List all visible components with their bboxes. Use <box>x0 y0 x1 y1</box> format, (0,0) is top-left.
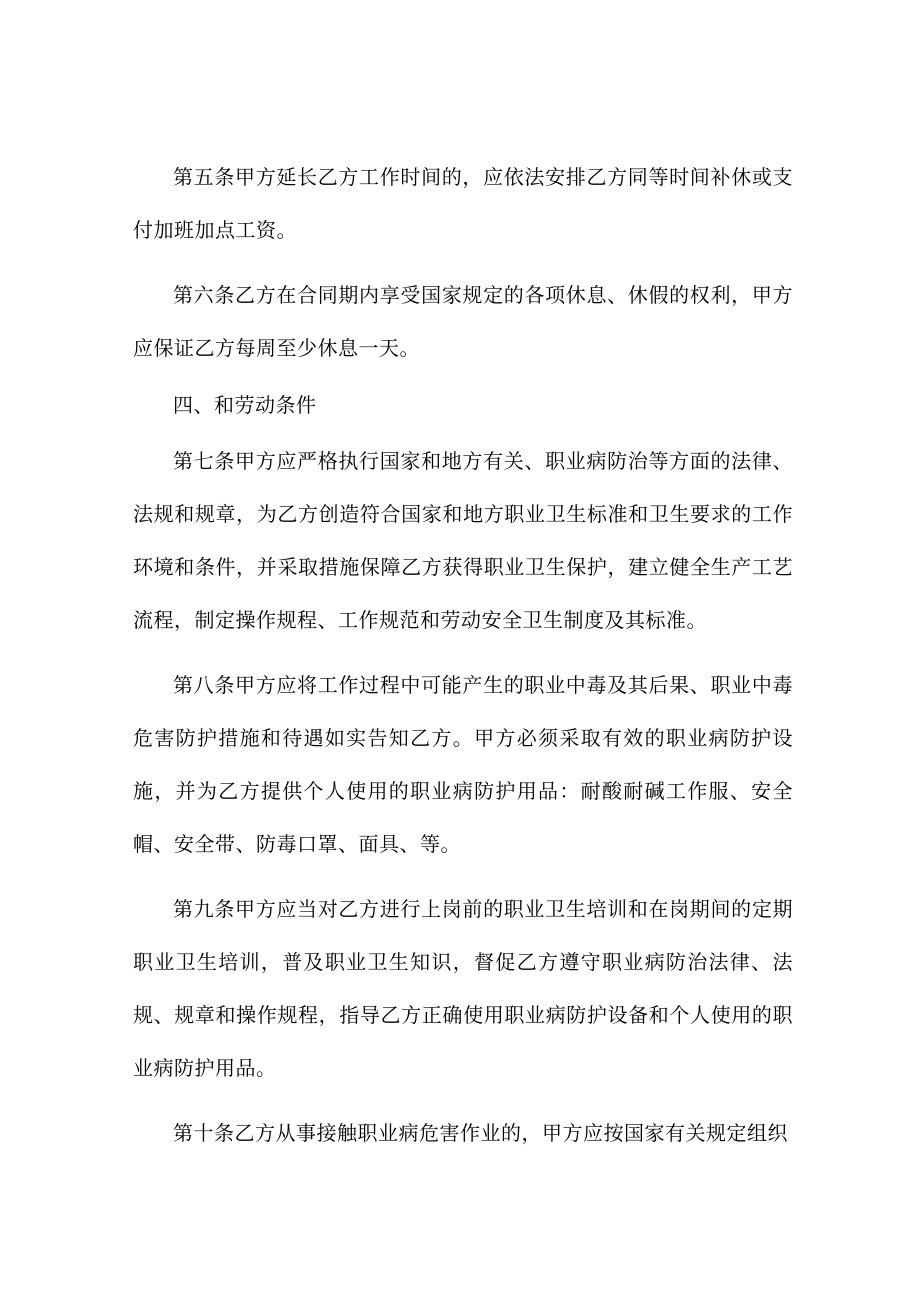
article-9-paragraph: 第九条甲方应当对乙方进行上岗前的职业卫生培训和在岗期间的定期职业卫生培训，普及职业卫生知识，督促乙方遵守职业病防治法律、法规、规章和操作规程，指导乙方正确使用职业病防护设备和个人使用的职业病防护用品。 <box>133 897 793 1080</box>
document-body <box>133 151 793 1172</box>
article-6-paragraph: 第六条乙方在合同期内享受国家规定的各项休息、休假的权利，甲方应保证乙方每周至少休息一天。 <box>133 283 793 360</box>
article-10-paragraph: 第十条乙方从事接触职业病危害作业的，甲方应按国家有关规定组织 <box>173 1121 788 1145</box>
article-5-paragraph: 第五条甲方延长乙方工作时间的，应依法安排乙方同等时间补休或支付加班加点工资。 <box>133 165 793 242</box>
article-7-paragraph: 第七条甲方应严格执行国家和地方有关、职业病防治等方面的法律、法规和规章，为乙方创造符合国家和地方职业卫生标准和卫生要求的工作环境和条件，并采取措施保障乙方获得职业卫生保护，建立健全生产工艺流程，制定操作规程、工作规范和劳动安全卫生制度及其标准。 <box>133 449 793 632</box>
section-heading-labor-conditions: 四、和劳动条件 <box>173 393 317 417</box>
article-8-paragraph: 第八条甲方应将工作过程中可能产生的职业中毒及其后果、职业中毒危害防护措施和待遇如实告知乙方。甲方必须采取有效的职业病防护设施，并为乙方提供个人使用的职业病防护用品：耐酸耐碱工作服、安全帽、安全带、防毒口罩、面具、等。 <box>133 673 793 856</box>
